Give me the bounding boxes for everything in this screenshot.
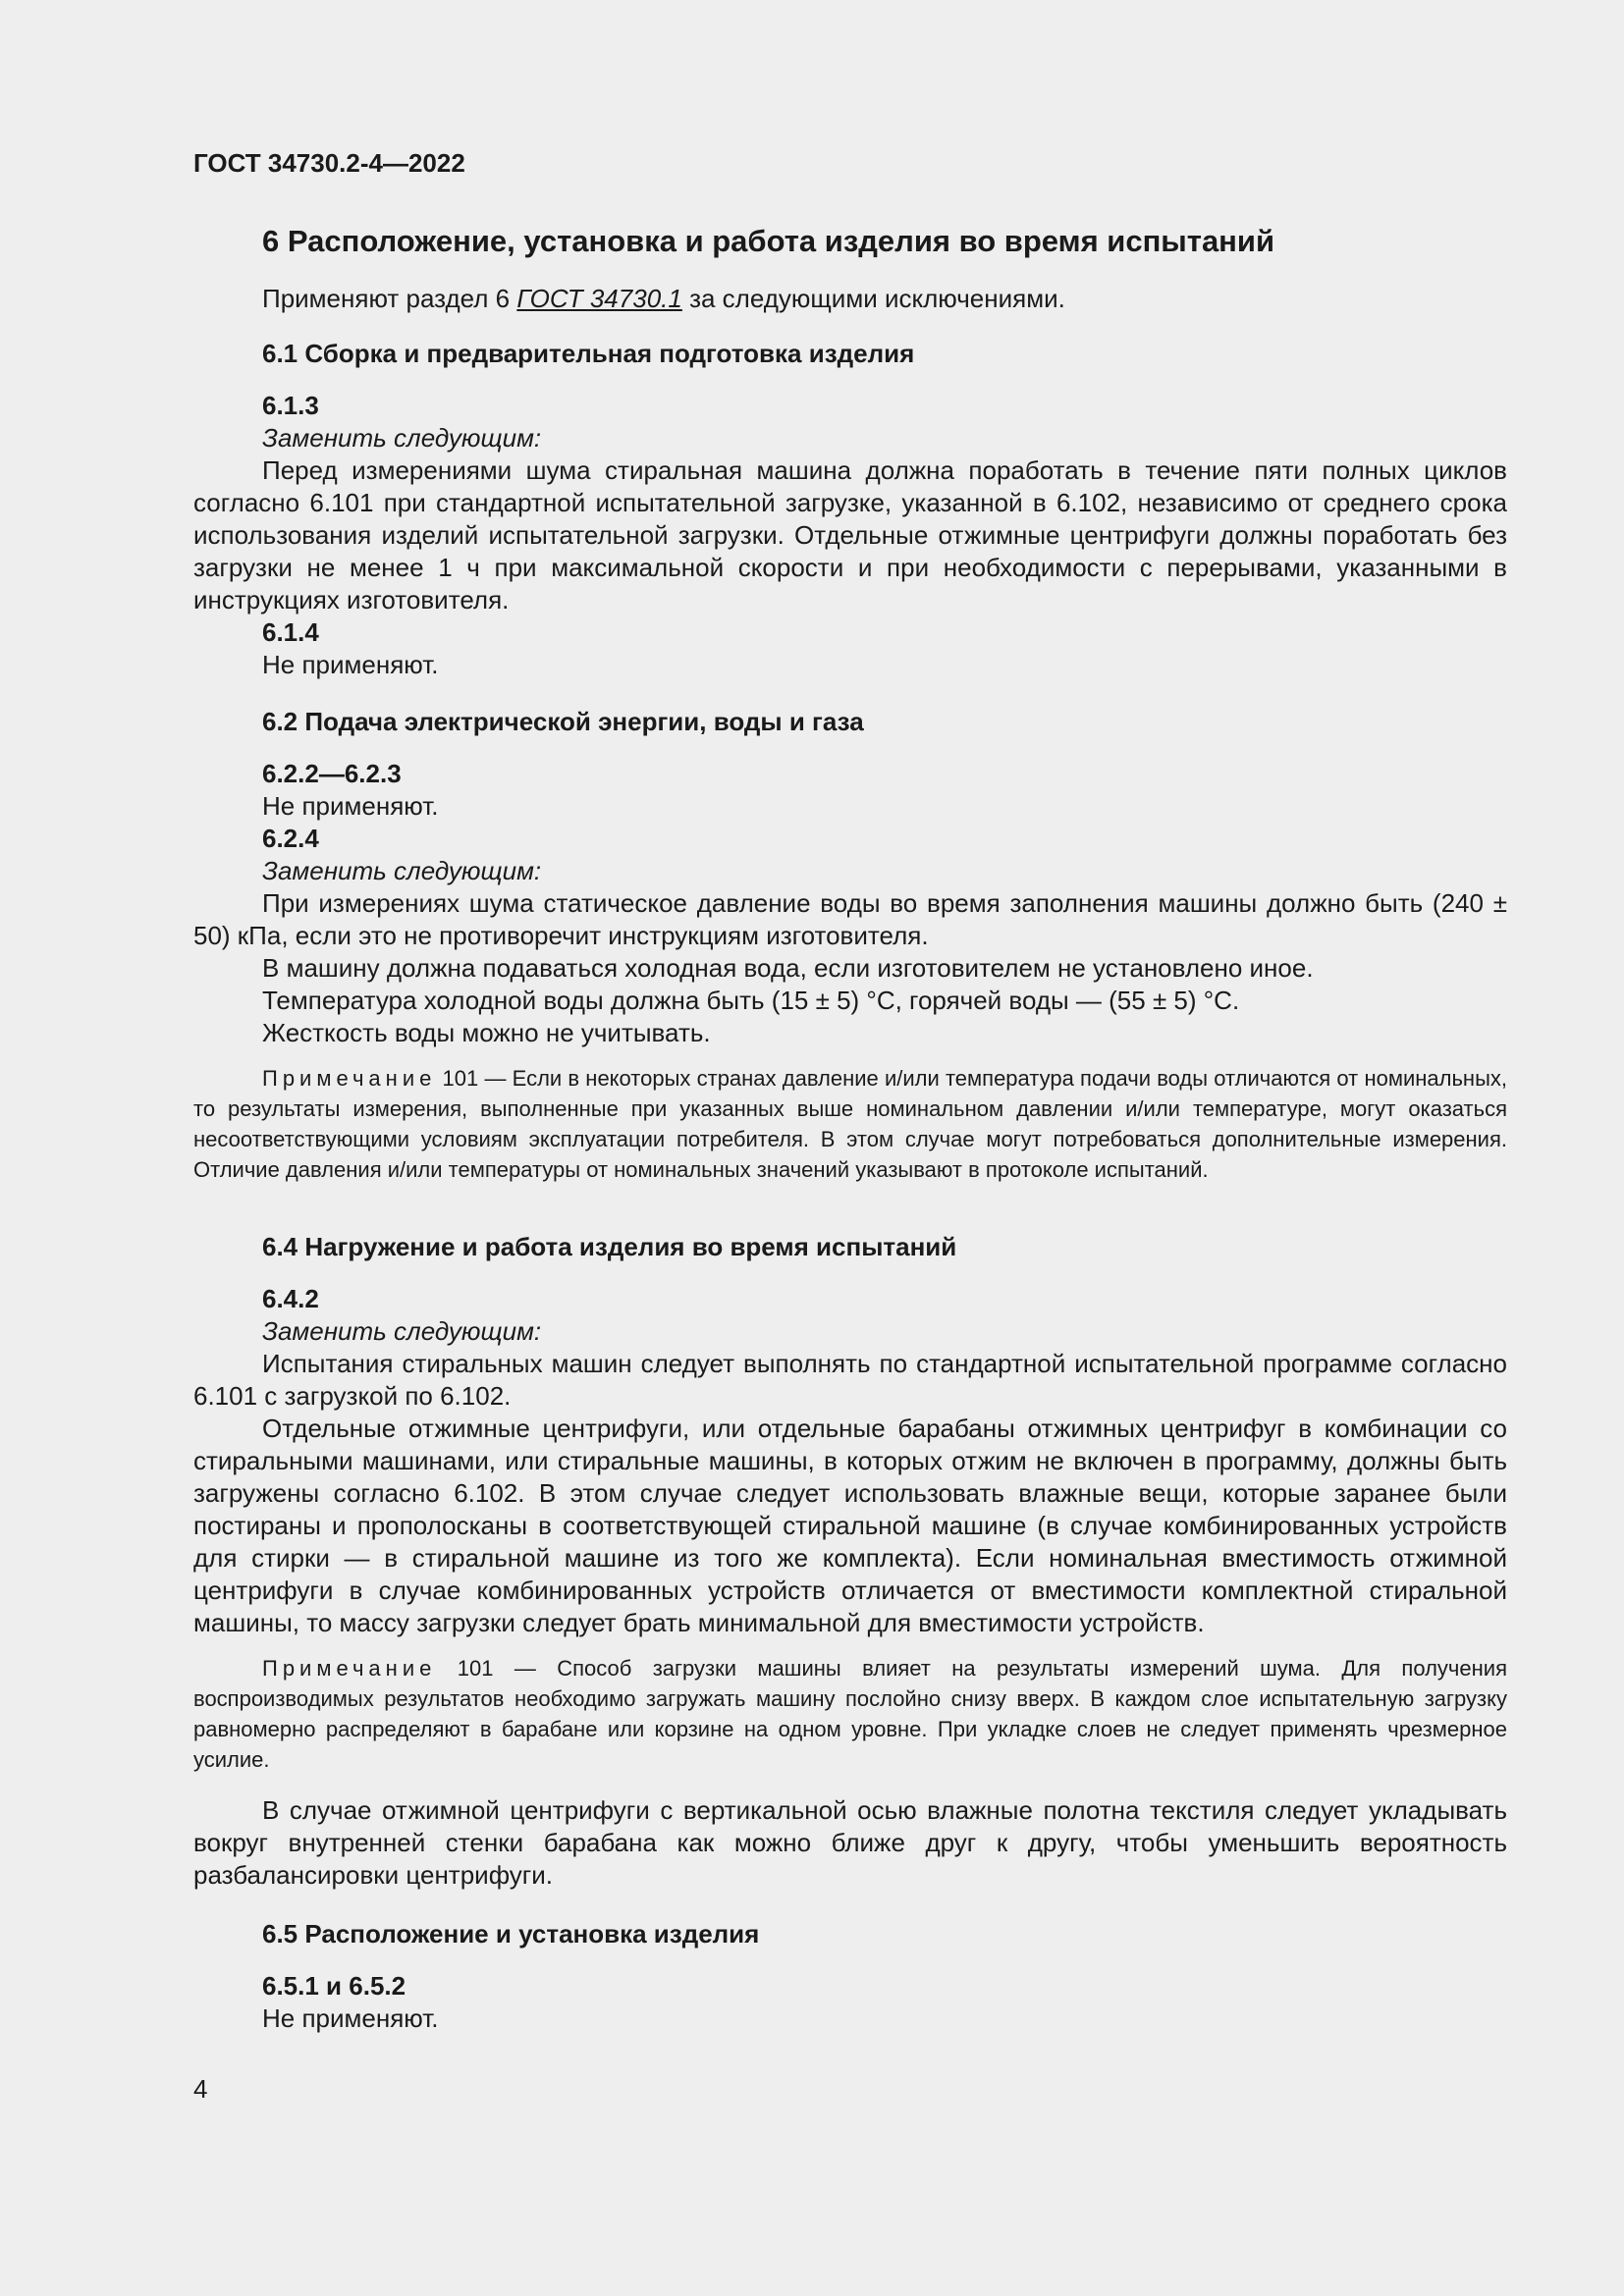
document-code: ГОСТ 34730.2-4—2022 (193, 148, 465, 178)
subsection-6-2-title: 6.2 Подача электрической энергии, воды и газа (262, 707, 864, 736)
subsection-6-1-title: 6.1 Сборка и предварительная подготовка изделия (262, 339, 915, 368)
clause-6-1-3-number: 6.1.3 (262, 391, 319, 420)
clause-6-2-2-number: 6.2.2—6.2.3 (262, 759, 402, 788)
clause-6-2-4-note (193, 1063, 1507, 1185)
clause-6-2-4-replace-note: Заменить следующим: (262, 856, 542, 885)
section-6-intro (262, 283, 1507, 315)
clause-6-4-2-number: 6.4.2 (262, 1284, 319, 1313)
gost-reference-link[interactable]: ГОСТ 34730.1 (516, 284, 682, 313)
clause-6-2-4-paragraph-2: В машину должна подаваться холодная вода, если изготовителем не установлено иное. (262, 953, 1314, 983)
clause-6-2-4-paragraph-3: Температура холодной воды должна быть (15 ± 5) °С, горячей воды — (55 ± 5) °С. (262, 986, 1240, 1015)
note-text: 101 — Способ загрузки машины влияет на результаты измерений шума. Для получения воспроизводимых результатов необходимо загружать машину послойно снизу вверх. В каждом слое испытательную загрузку равномерно распределяют в барабане или корзине на одном уровне. При укладке слоев не следует применять чрезмерное усилие. (193, 1656, 1507, 1772)
clause-6-2-4-number: 6.2.4 (262, 824, 319, 853)
clause-6-5-1-number: 6.5.1 и 6.5.2 (262, 1971, 406, 2001)
clause-6-2-2-text: Не применяют. (262, 791, 439, 821)
clause-6-1-4-text: Не применяют. (262, 650, 439, 679)
subsection-6-4-title: 6.4 Нагружение и работа изделия во время испытаний (262, 1232, 957, 1261)
clause-6-5-1-text: Не применяют. (262, 2003, 439, 2033)
section-6-title: 6 Расположение, установка и работа изделия во время испытаний (262, 224, 1275, 258)
note-label: Примечание (262, 1066, 437, 1091)
intro-text-before: Применяют раздел 6 (262, 284, 517, 313)
clause-6-2-4-paragraph-1: При измерениях шума статическое давление воды во время заполнения машины должно быть (240 ± 50) кПа, если это не противоречит инструкциям изготовителя. (193, 888, 1507, 950)
page-number: 4 (193, 2074, 208, 2104)
intro-text-after: за следующими исключениями. (681, 284, 1065, 313)
clause-6-1-4-number: 6.1.4 (262, 617, 319, 647)
note-text: 101 — Если в некоторых странах давление и/или температура подачи воды отличаются от номинальных, то результаты измерения, выполненные при указанных выше номинальном давлении и/или температуре, могут оказаться несоответствующими условиям эксплуатации потребителя. В этом случае могут потребоваться дополнительные измерения. Отличие давления и/или температуры от номинальных значений указывают в протоколе испытаний. (193, 1066, 1507, 1182)
clause-6-1-3-text: Перед измерениями шума стиральная машина должна поработать в течение пяти полных циклов согласно 6.101 при стандартной испытательной загрузке, указанной в 6.102, независимо от среднего срока использования изделий испытательной загрузки. Отдельные отжимные центрифуги должны поработать без загрузки не менее 1 ч при максимальной скорости и при необходимости с перерывами, указанными в инструкциях изготовителя. (193, 455, 1507, 614)
clause-6-4-2-paragraph-2: Отдельные отжимные центрифуги, или отдельные барабаны отжимных центрифуг в комбинации со стиральными машинами, или стиральные машины, в которых отжим не включен в программу, должны быть загружены согласно 6.102. В этом случае следует использовать влажные вещи, которые заранее были постираны и прополосканы в соответствующей стиральной машине (в случае комбинированных устройств для стирки — в стиральной машине из того же комплекта). Если номинальная вместимость отжимной центрифуги в случае комбинированных устройств отличается от вместимости комплектной стиральной машины, то массу загрузки следует брать минимальной для вместимости устройств. (193, 1414, 1507, 1637)
subsection-6-5-title: 6.5 Расположение и установка изделия (262, 1919, 760, 1949)
clause-6-4-2-note (193, 1653, 1507, 1775)
note-label: Примечание (262, 1656, 437, 1681)
clause-6-4-2-paragraph-3: В случае отжимной центрифуги с вертикальной осью влажные полотна текстиля следует укладывать вокруг внутренней стенки барабана как можно ближе друг к другу, чтобы уменьшить вероятность разбалансировки центрифуги. (193, 1795, 1507, 1890)
clause-6-4-2-paragraph-1: Испытания стиральных машин следует выполнять по стандартной испытательной программе согласно 6.101 с загрузкой по 6.102. (193, 1349, 1507, 1411)
clause-6-2-4-paragraph-4: Жесткость воды можно не учитывать. (262, 1018, 711, 1047)
clause-6-1-3-replace-note: Заменить следующим: (262, 423, 542, 453)
clause-6-4-2-replace-note: Заменить следующим: (262, 1316, 542, 1346)
page-content (193, 145, 1507, 2035)
